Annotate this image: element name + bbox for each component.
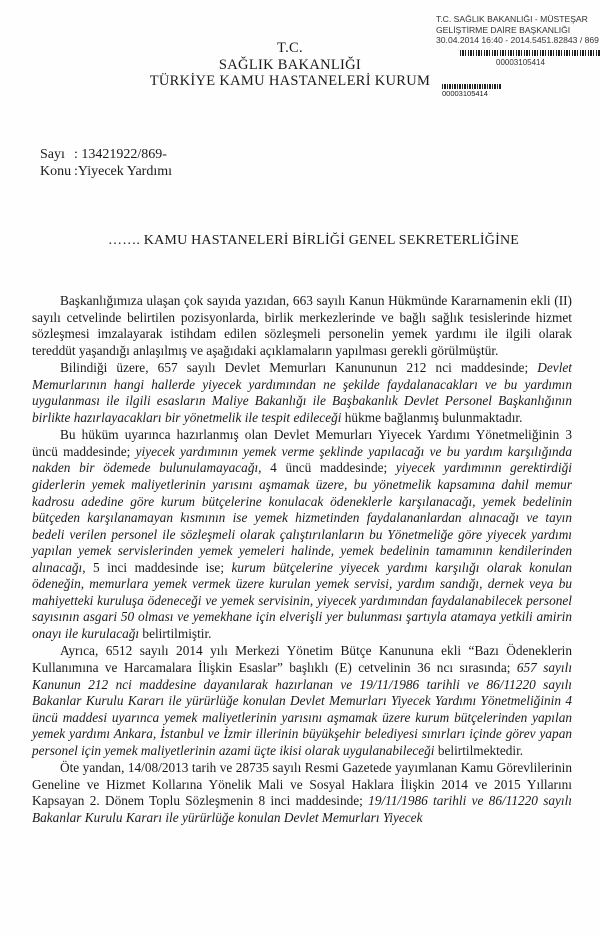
letterhead-line-2: SAĞLIK BAKANLIĞI (218, 56, 362, 73)
secondary-barcode (442, 84, 510, 98)
paragraph-5: Öte yandan, 14/08/2013 tarih ve 28735 sayılı Resmi Gazetede yayımlanan Kamu Görevlilerinin Geneline ve Hizmet Kollarına Yönelik Mali ve Sosyal Haklara İlişkin 2014 ve 2015 Yıllarını Kapsayan 2. Dönem Toplu Sözleşmenin 8 inci maddesinde; 19/11/1986 tarihli ve 86/11220 sayılı Bakanlar Kurulu Kararı ile yürürlüğe konulan Devlet Memurları Yiyecek (32, 760, 573, 825)
barcode-number: 00003105414 (496, 57, 545, 67)
paragraph-1: Başkanlığımıza ulaşan çok sayıda yazıdan, 663 sayılı Kanun Hükmünde Kararnamenin ekli (II) sayılı cetvelinde belirtilen pozisyonlarda, birlik merkezlerinde ve bağlı sağlık tesislerinde hizmet sözleşmesi imzalayarak istihdam edilen sözleşmeli personelin yemek yardımı ile ilgili olarak tereddüt yaşandığı anlaşılmış ve aşağıdaki açıklamaların yapılması gerekli görülmüştür. (32, 293, 572, 358)
konu-value: :Yiyecek Yardımı (74, 164, 172, 179)
paragraph-4: Ayrıca, 6512 sayılı 2014 yılı Merkezi Yönetim Bütçe Kanununa ekli “Bazı Ödeneklerin Kullanımına ve Harcamalara İlişkin Esaslar” başlıklı (E) cetvelinin 36 ncı sırasında; 657 sayılı Kanunun 212 nci maddesine dayanılarak hazırlanan ve 19/11/1986 tarihli ve 86/11220 sayılı Bakanlar Kurulu Kararı ile yürürlüğe konulan Devlet Memurları Yiyecek Yardımı Yönetmeliğinin 4 üncü maddesi uyarınca yemek maliyetlerinin yarısını aşmamak üzere kurum bütçelerinden yapılan yemek yardımı Ankara, İstanbul ve İzmir illerinin büyükşehir belediyesi sınırları içinde görev yapan personel için yemek maliyetlerinin azami üçte ikisi olarak uygulanabileceği belirtilmektedir. (32, 643, 573, 758)
letter-body (32, 293, 572, 828)
stamp-line-2: GELİŞTİRME DAİRE BAŞKANLIĞI (436, 24, 571, 35)
letterhead-line-1: T.C. (277, 40, 303, 56)
paragraph-3: Bu hüküm uyarınca hazırlanmış olan Devlet Memurları Yiyecek Yardımı Yönetmeliğinin 3 üncü maddesinde; yiyecek yardımının yemek verme şeklinde yapılacağı ve bu yardım karşılığında nakden bir ödemede bulunulamayacağı, 4 üncü maddesinde; yiyecek yardımının gerektirdiği giderlerin yemek maliyetlerinin yarısını aşmamak üzere, bu yönetmelik kapsamına dahil memur kadrosu adedine göre kurum bütçelerine konulacak ödeneklerle karşılanacağı, yemek bedelinin bütçeden karşılanamayan kısmının ise yemek hizmetinden faydalananlardan alınacağı ve tayın bedeli verilen personel ile sözleşmeli olarak çalıştırılanların bu Yönetmeliğe göre yiyecek yardımı yapılan yemek servislerinden yemek yemeleri halinde, yemek bedelinin tamamının kendilerinden alınacağı, 5 inci maddesinde ise; kurum bütçelerine yiyecek yardımı karşılığı olarak konulan ödeneğin, memurlara yemek vermek üzere kurulan yemek servisi, yardım sandığı, dernek veya bu mahiyetteki kuruluşa ödeneceği ve yemek servisinin, yiyecek yardımından faydalanabilecek personel sayısının asgari 50 olması ve yemekhane için elverişli yer bulunması şartıyla atamaya yetkili amirin onayı ile kurulacağı belirtilmiştir. (32, 427, 572, 641)
paragraph-2: Bilindiği üzere, 657 sayılı Devlet Memurları Kanununun 212 nci maddesinde; Devlet Memurlarının hangi hallerde yiyecek yardımından ne şekilde faydalanacakları ve bu yardımın uygulanması ile ilgili esasların Maliye Bakanlığı ile Başbakanlık Devlet Personel Başkanlığının birlikte hazırlayacakları bir yönetmelik ile tespit edileceği hükme bağlanmış bulunmaktadır. (32, 360, 572, 425)
barcode-icon (460, 50, 600, 56)
document-meta (40, 146, 172, 180)
secondary-barcode-number: 00003105414 (442, 89, 488, 98)
letterhead-line-3: TÜRKİYE KAMU HASTANELERİ KURUM (149, 73, 431, 89)
sayi-label: Sayı (40, 147, 65, 162)
sayi-value: : 13421922/869- (74, 147, 167, 162)
recipient-line: ……. KAMU HASTANELERİ BİRLİĞİ GENEL SEKRETERLİĞİNE (108, 233, 520, 248)
letterhead (140, 40, 440, 90)
stamp-line-1: T.C. SAĞLIK BAKANLIĞI - MÜSTEŞAR (436, 14, 588, 24)
konu-label: Konu (40, 164, 72, 179)
registry-stamp (436, 14, 600, 68)
stamp-line-3: 30.04.2014 16:40 - 2014.5451.82843 / 869 (436, 35, 599, 45)
